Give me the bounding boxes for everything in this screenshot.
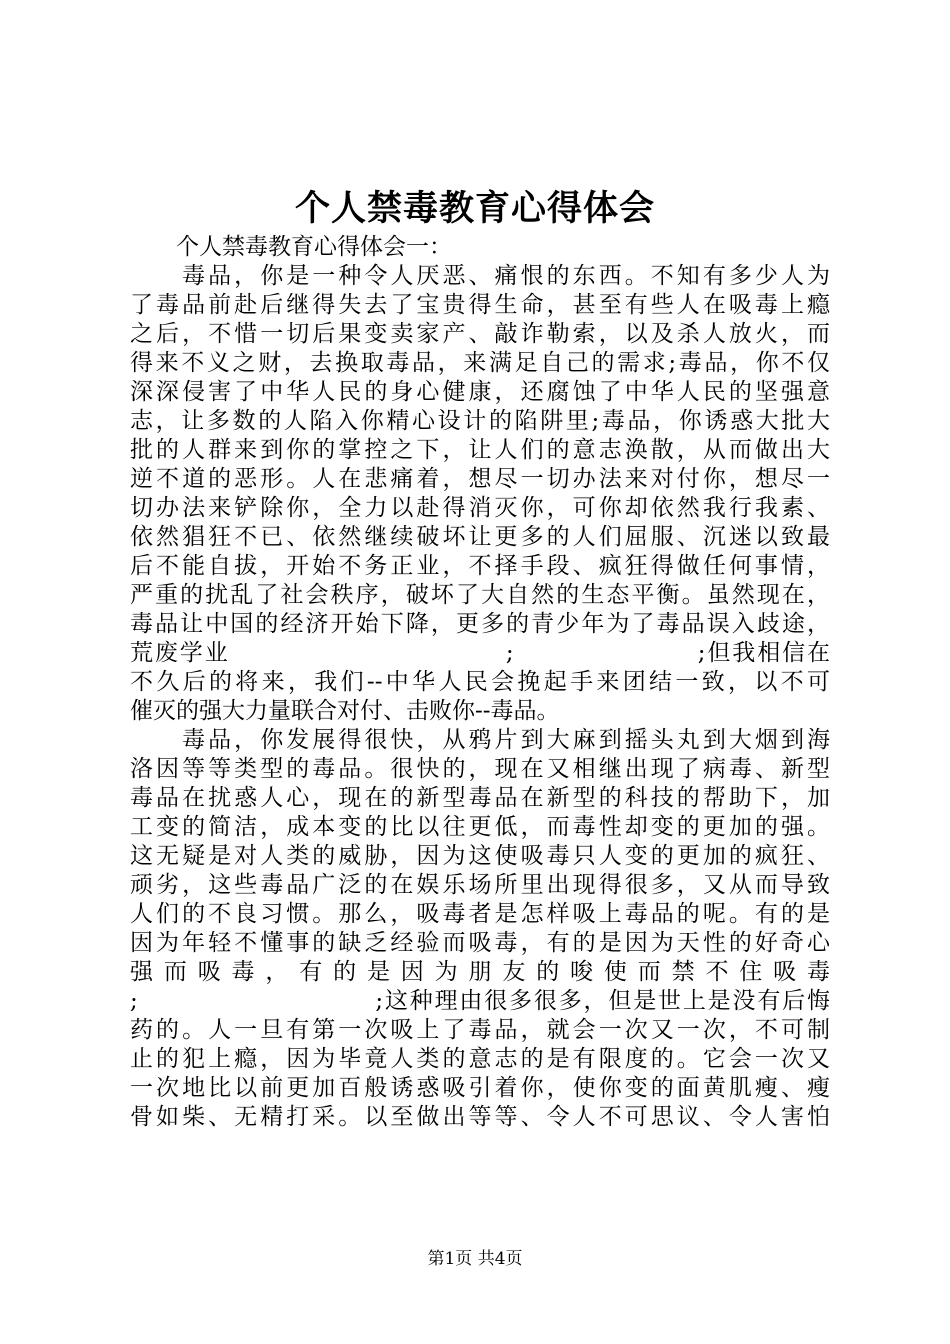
text-line: 洛因等等类型的毒品。很快的，现在又相继出现了病毒、新型: [130, 756, 830, 782]
text-line: 止的犯上瘾，因为毕竟人类的意志的是有限度的。它会一次又: [130, 1046, 830, 1072]
text-line: 强 而 吸 毒 ， 有 的 是 因 为 朋 友 的 唆 使 而 禁 不 住 吸 毒: [130, 959, 830, 985]
text-line: 人们的不良习惯。那么，吸毒者是怎样吸上毒品的呢。有的是: [130, 901, 830, 927]
text-line: 了毒品前赴后继得失去了宝贵得生命，甚至有些人在吸毒上瘾: [130, 292, 830, 318]
text-line: 之后，不惜一切后果变卖家产、敲诈勒索，以及杀人放火，而: [130, 321, 830, 347]
text-line: 后不能自拔，开始不务正业，不择手段、疯狂得做任何事情，: [130, 553, 830, 579]
document-title: 个人禁毒教育心得体会: [294, 188, 655, 229]
text-line: 批的人群来到你的掌控之下，让人们的意志涣散，从而做出大: [130, 437, 830, 463]
text-line: 毒品让中国的经济开始下降，更多的青少年为了毒品误入歧途，: [130, 611, 830, 637]
text-line: 得来不义之财，去换取毒品，来满足自己的需求;毒品，你不仅: [130, 350, 830, 376]
text-line: 毒品在扰惑人心，现在的新型毒品在新型的科技的帮助下，加: [130, 785, 830, 811]
text-line: 毒品，你是一种令人厌恶、痛恨的东西。不知有多少人为: [130, 263, 830, 289]
text-line: 不久后的将来，我们--中华人民会挽起手来团结一致，以不可: [130, 669, 830, 695]
text-line: 切办法来铲除你，全力以赴得消灭你，可你却依然我行我素、: [130, 495, 830, 521]
text-line: 顽劣，这些毒品广泛的在娱乐场所里出现得很多，又从而导致: [130, 872, 830, 898]
text-line: 逆不道的恶形。人在悲痛着，想尽一切办法来对付你，想尽一: [130, 466, 830, 492]
text-line: 志，让多数的人陷入你精心设计的陷阱里;毒品，你诱惑大批大: [130, 408, 830, 434]
text-line: 催灭的强大力量联合对付、击败你--毒品。: [130, 698, 560, 724]
text-line: 因为年轻不懂事的缺乏经验而吸毒，有的是因为天性的好奇心: [130, 930, 830, 956]
document-body: [130, 233, 830, 1132]
text-line: 这无疑是对人类的威胁，因为这使吸毒只人变的更加的疯狂、: [130, 843, 830, 869]
text-line: 荒废学业 ; ;但我相信在: [130, 640, 830, 666]
page-footer: 第1页 共4页: [427, 1249, 523, 1269]
text-line: 个人禁毒教育心得体会一：: [130, 234, 452, 260]
text-line: 工变的简洁，成本变的比以往更低，而毒性却变的更加的强。: [130, 814, 830, 840]
text-line: 药的。人一旦有第一次吸上了毒品，就会一次又一次，不可制: [130, 1017, 830, 1043]
text-line: 毒品，你发展得很快，从鸦片到大麻到摇头丸到大烟到海: [130, 727, 830, 753]
text-line: 深深侵害了中华人民的身心健康，还腐蚀了中华人民的坚强意: [130, 379, 830, 405]
text-line: 一次地比以前更加百般诱惑吸引着你，使你变的面黄肌瘦、瘦: [130, 1075, 830, 1101]
text-line: 严重的扰乱了社会秩序，破坏了大自然的生态平衡。虽然现在，: [130, 582, 830, 608]
text-line: ; ;这种理由很多很多，但是世上是没有后悔: [130, 988, 830, 1014]
text-line: 骨如柴、无精打采。以至做出等等、令人不可思议、令人害怕: [130, 1104, 830, 1130]
text-line: 依然猖狂不已、依然继续破坏让更多的人们屈服、沉迷以致最: [130, 524, 830, 550]
